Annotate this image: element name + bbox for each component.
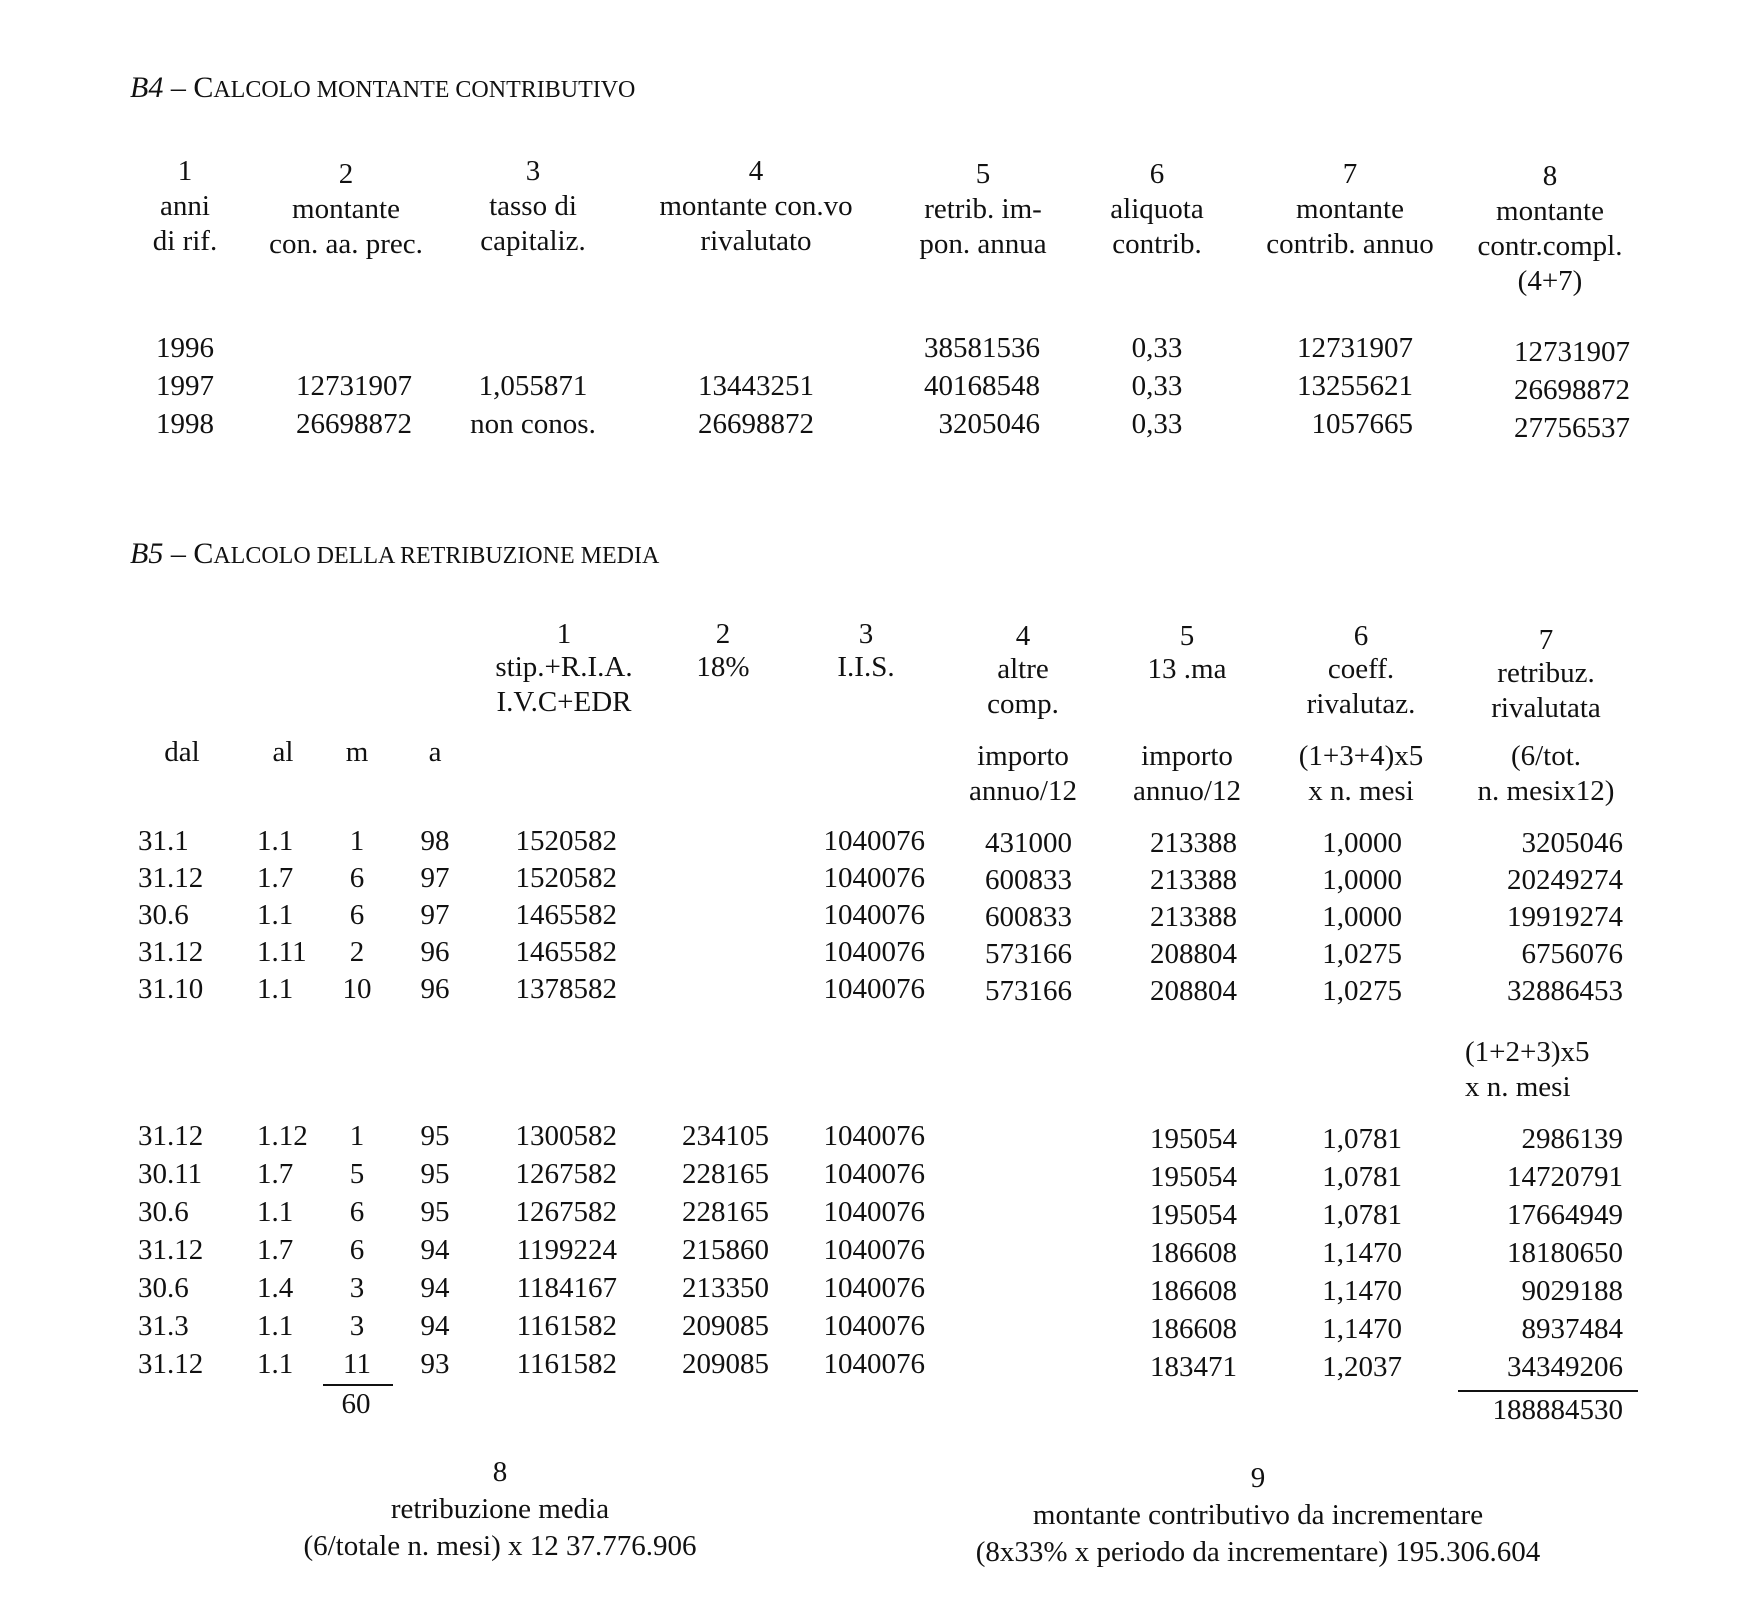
column-number: 4	[1015, 620, 1031, 652]
table-cell: 1520582	[515, 862, 617, 894]
table-cell: 1.1	[257, 973, 294, 1005]
table-cell: 1040076	[823, 1120, 925, 1152]
table-cell: 1.7	[257, 1234, 294, 1266]
table-cell: 0,33	[1131, 408, 1183, 440]
section-b4-title	[130, 72, 635, 106]
table-cell: 213388	[1150, 827, 1237, 859]
column-header: montante	[1296, 193, 1404, 225]
table-cell: 3	[349, 1310, 365, 1342]
table-cell: 3	[349, 1272, 365, 1304]
sub-header: x n. mesi	[1308, 775, 1414, 807]
table-cell: 1040076	[823, 899, 925, 931]
table-cell: 1040076	[823, 825, 925, 857]
box-label: montante contributivo da incrementare	[1032, 1499, 1484, 1531]
table-cell: 1.1	[257, 1348, 294, 1380]
column-header: di rif.	[152, 225, 218, 257]
table-cell: 209085	[682, 1310, 769, 1342]
table-cell: 1040076	[823, 1310, 925, 1342]
table-cell: 3205046	[938, 408, 1040, 440]
column-number: 5	[1179, 620, 1195, 652]
total-months: 60	[341, 1388, 371, 1420]
table-cell: 1.11	[257, 936, 307, 968]
table-cell: 1,2037	[1322, 1351, 1402, 1383]
table-cell: 1998	[156, 408, 214, 440]
table-cell: 9029188	[1521, 1275, 1623, 1307]
column-header: capitaliz.	[480, 225, 586, 257]
sub-header: annuo/12	[1133, 775, 1241, 807]
table-cell: 1040076	[823, 862, 925, 894]
table-cell: 1.1	[257, 825, 294, 857]
table-cell: 26698872	[296, 408, 412, 440]
table-cell: 1267582	[515, 1196, 617, 1228]
table-cell: 12731907	[1297, 332, 1413, 364]
sub-header: (1+3+4)x5	[1298, 740, 1424, 772]
period-header: a	[428, 736, 442, 768]
table-cell: non conos.	[470, 408, 596, 440]
period-header: al	[272, 736, 294, 768]
table-cell: 97	[420, 899, 450, 931]
table-cell: 1.1	[257, 1196, 294, 1228]
title-rest: ALCOLO MONTANTE CONTRIBUTIVO	[213, 77, 636, 103]
table-cell: 1,0781	[1322, 1199, 1402, 1231]
table-cell: 6	[349, 1196, 365, 1228]
column-header: contrib. annuo	[1266, 228, 1434, 260]
table-cell: 31.12	[138, 1348, 204, 1380]
sub-header: n. mesix12)	[1477, 775, 1615, 807]
section-code: B5	[130, 537, 164, 570]
table-cell: 31.3	[138, 1310, 189, 1342]
table-cell: 1040076	[823, 1196, 925, 1228]
table-cell: 1997	[156, 370, 214, 402]
table-cell: 26698872	[1514, 374, 1630, 406]
column-header: contrib.	[1112, 228, 1202, 260]
column-header: montante con.vo	[659, 190, 853, 222]
table-cell: 30.6	[138, 899, 189, 931]
table-cell: 2	[349, 936, 365, 968]
table-cell: 234105	[682, 1120, 769, 1152]
table-cell: 93	[420, 1348, 450, 1380]
table-cell: 34349206	[1507, 1351, 1623, 1383]
table-cell: 1.1	[257, 1310, 294, 1342]
table-cell: 209085	[682, 1348, 769, 1380]
table-cell: 573166	[985, 975, 1072, 1007]
box-retribuzione-media	[303, 1454, 696, 1565]
table-cell: 1040076	[823, 1234, 925, 1266]
table-cell: 11	[343, 1348, 371, 1380]
column-header: altre	[997, 653, 1049, 685]
table-cell: 19919274	[1507, 901, 1623, 933]
sub-header: annuo/12	[969, 775, 1077, 807]
table-cell: 600833	[985, 864, 1072, 896]
column-number: 1	[556, 618, 572, 650]
column-header: pon. annua	[919, 228, 1047, 260]
column-number: 2	[715, 618, 731, 650]
table-cell: 31.12	[138, 1120, 204, 1152]
box-number: 8	[492, 1456, 508, 1488]
retrib-total-rule	[1458, 1390, 1638, 1392]
table-cell: 97	[420, 862, 450, 894]
box-label: retribuzione media	[390, 1493, 610, 1525]
section-dash: –	[170, 71, 186, 104]
table-cell: 1161582	[516, 1348, 617, 1380]
table-cell: 95	[420, 1120, 450, 1152]
table-cell: 1378582	[515, 973, 617, 1005]
column-header: retribuz.	[1497, 657, 1595, 689]
column-number: 7	[1538, 624, 1554, 656]
table-cell: 195054	[1150, 1161, 1237, 1193]
table-cell: 31.10	[138, 973, 204, 1005]
table-cell: 573166	[985, 938, 1072, 970]
months-total-rule	[323, 1384, 393, 1386]
column-header: I.I.S.	[837, 651, 895, 683]
table-cell: 215860	[682, 1234, 769, 1266]
table-cell: 1,1470	[1322, 1237, 1402, 1269]
table-cell: 31.12	[138, 936, 204, 968]
table-cell: 94	[420, 1234, 450, 1266]
column-header: montante	[292, 193, 400, 225]
sub-header: (6/tot.	[1510, 740, 1582, 772]
column-number: 2	[338, 158, 354, 190]
table-cell: 213388	[1150, 864, 1237, 896]
period-header: m	[345, 736, 369, 768]
table-cell: 1040076	[823, 973, 925, 1005]
table-cell: 213350	[682, 1272, 769, 1304]
column-header: coeff.	[1327, 653, 1395, 685]
title-initial: C	[193, 537, 214, 570]
box-montante-da-incrementare	[976, 1460, 1541, 1571]
column-number: 7	[1342, 158, 1358, 190]
table-cell: 8937484	[1521, 1313, 1623, 1345]
table-cell: 96	[420, 973, 450, 1005]
column-header: (4+7)	[1517, 265, 1583, 297]
period-header: dal	[164, 736, 200, 768]
sub-header: importo	[977, 740, 1069, 772]
table-cell: 30.11	[138, 1158, 203, 1190]
table-cell: 98	[420, 825, 450, 857]
column-header: anni	[160, 190, 210, 222]
table-cell: 1040076	[823, 1348, 925, 1380]
table-cell: 6	[349, 862, 365, 894]
table-cell: 1040076	[823, 936, 925, 968]
column-header: rivalutaz.	[1306, 688, 1416, 720]
table-cell: 1	[349, 1120, 365, 1152]
table-cell: 17664949	[1507, 1199, 1623, 1231]
table-cell: 0,33	[1131, 370, 1183, 402]
column-header: montante	[1496, 195, 1604, 227]
table-cell: 431000	[985, 827, 1072, 859]
table-cell: 186608	[1150, 1313, 1237, 1345]
table-cell: 1465582	[515, 899, 617, 931]
table-cell: 30.6	[138, 1272, 189, 1304]
table-cell: 1,055871	[478, 370, 588, 402]
table-cell: 40168548	[924, 370, 1040, 402]
table-cell: 186608	[1150, 1237, 1237, 1269]
table-cell: 183471	[1150, 1351, 1237, 1383]
table-cell: 26698872	[698, 408, 814, 440]
table-cell: 1.4	[257, 1272, 294, 1304]
column-number: 1	[177, 155, 193, 187]
column-header: contr.compl.	[1477, 230, 1623, 262]
table-cell: 1	[349, 825, 365, 857]
column-header: con. aa. prec.	[269, 228, 423, 260]
table-cell: 6756076	[1521, 938, 1623, 970]
table-cell: 208804	[1150, 975, 1237, 1007]
title-initial: C	[193, 71, 214, 104]
table-cell: 1,0000	[1322, 864, 1402, 896]
table-cell: 1996	[156, 332, 214, 364]
table-cell: 31.12	[138, 1234, 204, 1266]
table-cell: 10	[342, 973, 372, 1005]
table-cell: 96	[420, 936, 450, 968]
table-cell: 12731907	[1514, 336, 1630, 368]
table-cell: 1,1470	[1322, 1313, 1402, 1345]
table-cell: 228165	[682, 1196, 769, 1228]
table-cell: 2986139	[1521, 1123, 1623, 1155]
table-cell: 1520582	[515, 825, 617, 857]
column-number: 8	[1542, 160, 1558, 192]
table-cell: 1161582	[516, 1310, 617, 1342]
column-header: I.V.C+EDR	[496, 686, 632, 718]
column-number: 4	[748, 155, 764, 187]
formula-note: (1+2+3)x5	[1465, 1036, 1590, 1068]
column-header: comp.	[987, 688, 1059, 720]
table-cell: 1.1	[257, 899, 294, 931]
table-cell: 27756537	[1514, 412, 1630, 444]
section-dash: –	[170, 537, 186, 570]
table-cell: 31.12	[138, 862, 204, 894]
table-cell: 1057665	[1311, 408, 1413, 440]
column-number: 6	[1353, 620, 1369, 652]
column-header: 13 .ma	[1147, 653, 1227, 685]
column-header: aliquota	[1110, 193, 1204, 225]
box-formula: (8x33% x periodo da incrementare) 195.306.604	[975, 1536, 1541, 1568]
section-code: B4	[130, 71, 164, 104]
column-header: retrib. im-	[924, 193, 1042, 225]
table-cell: 208804	[1150, 938, 1237, 970]
table-cell: 195054	[1150, 1199, 1237, 1231]
table-cell: 1,0275	[1322, 938, 1402, 970]
table-cell: 1.12	[257, 1120, 308, 1152]
table-cell: 1.7	[257, 1158, 294, 1190]
table-cell: 6	[349, 899, 365, 931]
table-cell: 38581536	[924, 332, 1040, 364]
column-header: 18%	[696, 651, 750, 683]
title-rest: ALCOLO DELLA RETRIBUZIONE MEDIA	[213, 543, 660, 569]
table-cell: 30.6	[138, 1196, 189, 1228]
table-cell: 94	[420, 1310, 450, 1342]
table-cell: 5	[349, 1158, 365, 1190]
table-cell: 14720791	[1507, 1161, 1623, 1193]
table-cell: 228165	[682, 1158, 769, 1190]
table-cell: 95	[420, 1158, 450, 1190]
table-cell: 186608	[1150, 1275, 1237, 1307]
table-cell: 0,33	[1131, 332, 1183, 364]
table-cell: 32886453	[1507, 975, 1623, 1007]
table-cell: 13255621	[1297, 370, 1413, 402]
table-cell: 1,1470	[1322, 1275, 1402, 1307]
total-retribuzione: 188884530	[1492, 1394, 1623, 1426]
section-b5-title	[130, 538, 659, 572]
table-cell: 1199224	[516, 1234, 617, 1266]
column-number: 6	[1149, 158, 1165, 190]
table-cell: 1465582	[515, 936, 617, 968]
table-cell: 1184167	[516, 1272, 617, 1304]
table-cell: 1267582	[515, 1158, 617, 1190]
column-number: 5	[975, 158, 991, 190]
table-cell: 6	[349, 1234, 365, 1266]
formula-note: x n. mesi	[1465, 1071, 1571, 1103]
table-cell: 13443251	[698, 370, 814, 402]
table-cell: 195054	[1150, 1123, 1237, 1155]
table-cell: 1,0275	[1322, 975, 1402, 1007]
table-cell: 1.7	[257, 862, 294, 894]
table-cell: 1,0000	[1322, 827, 1402, 859]
table-cell: 18180650	[1507, 1237, 1623, 1269]
column-number: 3	[858, 618, 874, 650]
table-cell: 31.1	[138, 825, 189, 857]
column-header: tasso di	[489, 190, 577, 222]
table-cell: 3205046	[1521, 827, 1623, 859]
table-cell: 94	[420, 1272, 450, 1304]
table-cell: 20249274	[1507, 864, 1623, 896]
column-header: stip.+R.I.A.	[495, 651, 633, 683]
column-number: 3	[525, 155, 541, 187]
table-cell: 213388	[1150, 901, 1237, 933]
table-cell: 1040076	[823, 1272, 925, 1304]
table-cell: 95	[420, 1196, 450, 1228]
table-cell: 600833	[985, 901, 1072, 933]
table-cell: 1040076	[823, 1158, 925, 1190]
sub-header: importo	[1141, 740, 1233, 772]
column-header: rivalutata	[1491, 692, 1601, 724]
box-number: 9	[1250, 1462, 1266, 1494]
column-header: rivalutato	[700, 225, 812, 257]
table-cell: 1,0000	[1322, 901, 1402, 933]
table-cell: 1,0781	[1322, 1123, 1402, 1155]
box-formula: (6/totale n. mesi) x 12 37.776.906	[303, 1530, 697, 1562]
table-cell: 1300582	[515, 1120, 617, 1152]
table-cell: 12731907	[296, 370, 412, 402]
table-cell: 1,0781	[1322, 1161, 1402, 1193]
